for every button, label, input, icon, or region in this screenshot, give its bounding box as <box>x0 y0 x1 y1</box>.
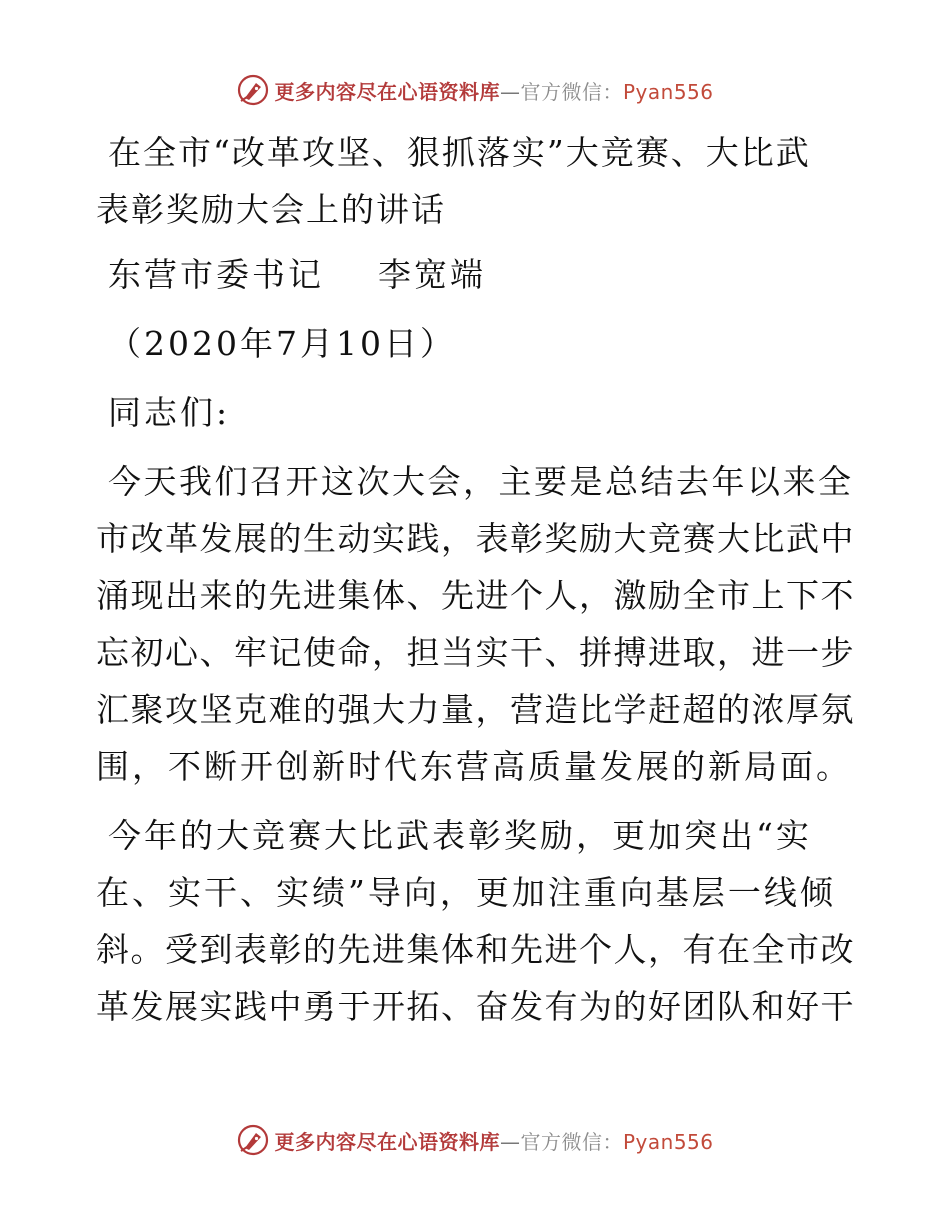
watermark-banner-top <box>0 70 950 110</box>
watermark-separator: — <box>499 1129 521 1154</box>
paragraph-line: 忘初心、牢记使命，担当实干、拼搏进取，进一步 <box>96 633 855 672</box>
fountain-pen-nib-icon <box>236 73 270 107</box>
paragraph-2 <box>96 807 856 1035</box>
paragraph-line: 革发展实践中勇于开拓、奋发有为的好团队和好干 <box>96 987 855 1026</box>
watermark-text <box>274 76 713 105</box>
title-line-1: 在全市“改革攻坚、狠抓落实”大竞赛、大比武 <box>108 133 811 172</box>
watermark-banner-bottom <box>0 1120 950 1160</box>
salutation: 同志们: <box>108 393 231 432</box>
watermark-text <box>274 1126 713 1155</box>
paragraph-line: 围，不断开创新时代东营高质量发展的新局面。 <box>96 747 852 786</box>
paragraph-1 <box>96 453 856 795</box>
paragraph-line: 涌现出来的先进集体、先进个人，激励全市上下不 <box>96 576 855 615</box>
paragraph-line: 汇聚攻坚克难的强大力量，营造比学赶超的浓厚氛 <box>96 690 855 729</box>
date-line: （2020年7月10日） <box>108 324 456 363</box>
watermark-wechat-label: 官方微信： <box>520 79 623 104</box>
speaker-line: 东营市委书记 李宽端 <box>108 255 486 294</box>
watermark-separator: — <box>499 79 521 104</box>
paragraph-line: 今天我们召开这次大会，主要是总结去年以来全 <box>108 462 854 501</box>
paragraph-line: 市改革发展的生动实践，表彰奖励大竞赛大比武中 <box>96 519 855 558</box>
watermark-wechat-label: 官方微信： <box>520 1129 623 1154</box>
watermark-wechat-id: Pyan556 <box>622 79 714 104</box>
watermark-prefix: 更多内容尽在心语资料库 <box>274 79 500 104</box>
paragraph-line: 斜。受到表彰的先进集体和先进个人，有在全市改 <box>96 930 855 969</box>
paragraph-line: 在、实干、实绩”导向，更加注重向基层一线倾 <box>96 873 836 912</box>
document-body <box>96 124 856 1035</box>
paragraph-line: 今年的大竞赛大比武表彰奖励，更加突出“实 <box>108 816 812 855</box>
watermark-wechat-id: Pyan556 <box>622 1129 714 1154</box>
title-line-2: 表彰奖励大会上的讲话 <box>96 190 446 229</box>
fountain-pen-nib-icon <box>236 1123 270 1157</box>
watermark-prefix: 更多内容尽在心语资料库 <box>274 1129 500 1154</box>
